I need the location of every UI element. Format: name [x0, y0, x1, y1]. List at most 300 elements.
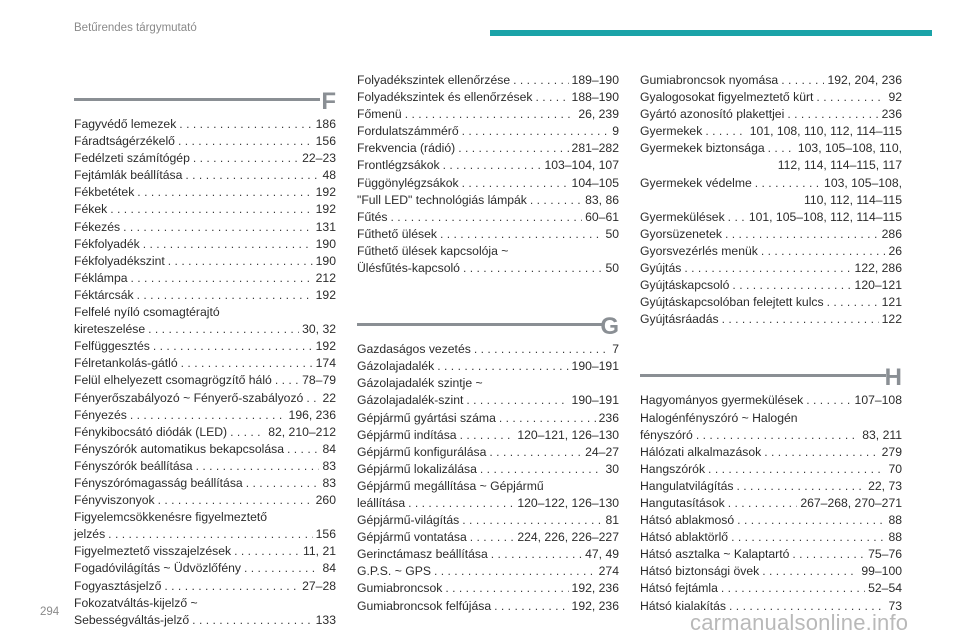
- dot-leader: [722, 311, 879, 328]
- index-entry: [640, 546, 902, 563]
- index-entry: [74, 150, 336, 167]
- dot-leader: [489, 444, 582, 461]
- dot-leader: [721, 580, 865, 597]
- index-entry: [74, 116, 336, 133]
- index-entry-pages: 60–61: [585, 209, 619, 224]
- index-entry: [74, 184, 336, 201]
- index-entry-term: Főmenü: [357, 107, 402, 122]
- dot-leader: [816, 89, 885, 106]
- dot-leader: [792, 546, 865, 563]
- index-entry-term: Fényszórók beállítása: [74, 458, 193, 473]
- index-entry-pages: 120–122, 126–130: [517, 495, 619, 510]
- index-entry-term: Fordulatszámmérő: [357, 124, 459, 139]
- index-entry-term: Gumiabroncsok: [357, 581, 443, 596]
- index-entry: [640, 478, 902, 495]
- dot-leader: [480, 461, 603, 478]
- index-entry-pages: 236: [881, 107, 902, 122]
- index-entry: [640, 512, 902, 529]
- index-entry: [74, 304, 336, 338]
- index-entry-term: Fagyvédő lemezek: [74, 117, 177, 131]
- index-entry: [357, 512, 619, 529]
- dot-leader: [462, 123, 610, 140]
- index-entry: [74, 424, 336, 441]
- dot-leader: [708, 461, 885, 478]
- index-entry-term: Féktárcsák: [74, 287, 134, 302]
- dot-leader: [137, 184, 312, 201]
- index-entry-pages: 47, 49: [585, 547, 619, 562]
- dot-leader: [513, 72, 568, 89]
- index-entry: [640, 392, 902, 409]
- dot-leader: [440, 226, 602, 243]
- index-entry-pages: 186: [315, 117, 336, 131]
- index-entry: [640, 106, 902, 123]
- index-entry-term: Fényezés: [74, 407, 127, 422]
- index-entry-pages: 88: [888, 530, 902, 545]
- index-entry: [640, 410, 902, 444]
- dot-leader: [179, 116, 312, 133]
- index-entry-pages: 156: [315, 134, 336, 149]
- dot-leader: [684, 260, 851, 277]
- index-entry-pages: 48: [322, 168, 336, 183]
- index-entry-pages: 107–108: [854, 393, 902, 408]
- index-entry-term: Fogadóvilágítás ~ Üdvözlőfény: [74, 561, 242, 576]
- index-entry: [74, 560, 336, 577]
- index-entry-pages: 81: [605, 513, 619, 528]
- index-entry-pages: 83: [322, 458, 336, 473]
- index-entry: [74, 355, 336, 372]
- index-entry: [357, 106, 619, 123]
- index-entry-pages: 104–105: [571, 175, 619, 190]
- dot-leader: [287, 441, 319, 458]
- index-entry: [74, 390, 336, 407]
- index-column-3: [640, 72, 902, 615]
- index-entry-term: Figyelmeztető visszajelzések: [74, 544, 232, 559]
- index-entry-term: Fényszórómagasság beállítása: [74, 475, 243, 490]
- index-entry: [357, 478, 619, 512]
- index-entry-term: Gumiabroncsok felfújása: [357, 598, 492, 613]
- dot-leader: [491, 546, 582, 563]
- index-entry-term: Gázolajadalék: [357, 359, 435, 374]
- index-entry: [357, 157, 619, 174]
- index-entry: [640, 311, 902, 328]
- section-spacer: [357, 277, 619, 295]
- index-entry-pages: 279: [881, 444, 902, 459]
- page-number: 294: [40, 606, 60, 618]
- index-entry-term: Sebességváltás-jelző: [74, 612, 190, 627]
- index-entry-text-line: Felfelé nyíló csomagtérajtó: [74, 305, 220, 320]
- index-entry-pages: 120–121, 126–130: [517, 427, 619, 442]
- index-entry-text-line: Fokozatváltás-kijelző ~: [74, 595, 198, 610]
- index-entry-term: Frontlégzsákok: [357, 158, 440, 173]
- dot-leader: [437, 358, 568, 375]
- dot-leader: [143, 236, 313, 253]
- dot-leader: [158, 492, 313, 509]
- index-entry: [74, 338, 336, 355]
- dot-leader: [474, 341, 609, 358]
- index-entry-pages: 26, 239: [578, 107, 619, 122]
- header-title: Betűrendes tárgymutató: [74, 22, 197, 34]
- dot-leader: [164, 578, 299, 595]
- index-entry-pages: 82, 210–212: [268, 424, 336, 439]
- index-entry-pages: 83: [322, 475, 336, 490]
- index-entry-pages: 22: [322, 390, 336, 405]
- index-entry-pages: 192, 204, 236: [827, 73, 902, 87]
- index-entry: [640, 209, 902, 226]
- index-entry: [357, 140, 619, 157]
- dot-leader: [123, 219, 313, 236]
- index-entry-pages: 30: [605, 461, 619, 476]
- index-entry: [640, 461, 902, 478]
- dot-leader: [445, 580, 568, 597]
- dot-leader: [460, 427, 515, 444]
- index-entry-term: Hangszórók: [640, 461, 706, 476]
- index-entry-pages: 192, 236: [571, 581, 619, 596]
- index-entry-term: Hátsó ablakmosó: [640, 513, 735, 528]
- dot-leader: [434, 563, 596, 580]
- dot-leader: [761, 243, 886, 260]
- dot-leader: [137, 287, 313, 304]
- index-entry: [74, 236, 336, 253]
- dot-leader: [148, 321, 299, 338]
- index-entry-term: fényszóró: [640, 427, 693, 442]
- index-entry-term: Felül elhelyezett csomagrögzítő háló: [74, 373, 272, 388]
- dot-leader: [390, 209, 582, 226]
- index-entry-term: Gyorsüzenetek: [640, 226, 722, 241]
- index-entry-pages: 274: [598, 564, 619, 579]
- index-entry: [357, 209, 619, 226]
- index-entry-pages: 131: [315, 219, 336, 234]
- index-entry-term: Fényerőszabályozó ~ Fényerő-szabályozó: [74, 390, 304, 405]
- index-entry: [74, 543, 336, 560]
- index-entry-term: Gyújtás: [640, 261, 682, 276]
- index-entry-pages: 83, 86: [585, 192, 619, 207]
- index-entry: [640, 495, 902, 512]
- index-entry-pages: 9: [612, 124, 619, 139]
- index-entry-term: Fűthető ülések: [357, 226, 437, 241]
- index-entry-pages: 24–27: [585, 444, 619, 459]
- dot-leader: [827, 294, 879, 311]
- index-entry: [357, 461, 619, 478]
- index-entry-pages: 22, 73: [868, 478, 902, 493]
- index-entry: [640, 277, 902, 294]
- index-entry-pages: 103–104, 107: [544, 158, 619, 173]
- index-entry: [74, 595, 336, 629]
- section-spacer: [640, 328, 902, 346]
- dot-leader: [725, 226, 879, 243]
- index-entry: [74, 509, 336, 543]
- section-divider: [640, 374, 886, 377]
- dot-leader: [806, 392, 851, 409]
- index-entry: [74, 441, 336, 458]
- index-entry-pages: 281–282: [571, 141, 619, 156]
- index-entry: [640, 444, 902, 461]
- index-entry: [640, 260, 902, 277]
- index-entry-pages: 189–190: [571, 73, 619, 87]
- index-entry-pages-continued: 110, 112, 114–115: [803, 192, 902, 207]
- dot-leader: [731, 529, 885, 546]
- index-entry-term: Hangutasítások: [640, 495, 725, 510]
- index-entry-term: Fényviszonyok: [74, 493, 155, 508]
- index-entry-pages: 286: [881, 226, 902, 241]
- index-entry-pages: 50: [605, 261, 619, 276]
- index-entry: [74, 578, 336, 595]
- index-entry-pages: 192, 236: [571, 598, 619, 613]
- index-entry: [74, 475, 336, 492]
- index-entry-pages: 103, 105–108,: [824, 175, 902, 190]
- dot-leader: [732, 277, 851, 294]
- index-entry-pages: 52–54: [868, 581, 902, 596]
- index-entry-pages: 92: [888, 90, 902, 105]
- dot-leader: [737, 478, 866, 495]
- index-entry-pages: 83, 211: [862, 427, 902, 442]
- index-entry-pages: 224, 226, 226–227: [517, 530, 619, 545]
- index-entry: [357, 72, 619, 89]
- index-entry-pages: 156: [315, 527, 336, 542]
- dot-leader: [762, 563, 858, 580]
- index-entry-term: Fejtámlák beállítása: [74, 168, 183, 183]
- index-entry-term: Fékfolyadékszint: [74, 253, 165, 268]
- index-entry-pages: 190–191: [571, 359, 619, 374]
- index-entry-pages: 122, 286: [854, 261, 902, 276]
- index-entry-pages: 101, 108, 110, 112, 114–115: [749, 124, 902, 139]
- index-entry-pages: 192: [315, 339, 336, 354]
- index-entry: [74, 167, 336, 184]
- index-entry-term: Fogyasztásjelző: [74, 578, 162, 593]
- index-entry-term: Fűtés: [357, 209, 388, 224]
- index-entry: [357, 192, 619, 209]
- index-entry-pages: 212: [315, 270, 336, 285]
- index-entry: [640, 580, 902, 597]
- index-entry-term: Fékbetétek: [74, 185, 135, 200]
- dot-leader: [153, 338, 313, 355]
- index-entry-term: Gyártó azonosító plakettjei: [640, 107, 785, 122]
- index-entry: [357, 410, 619, 427]
- section-header: [357, 295, 619, 341]
- index-entry: [357, 341, 619, 358]
- index-entry-pages: 120–121: [854, 278, 902, 293]
- index-entry-pages: 88: [888, 513, 902, 528]
- index-entry: [74, 270, 336, 287]
- index-entry-term: Gyorsvezérlés menük: [640, 243, 758, 258]
- dot-leader: [458, 140, 568, 157]
- index-entry-pages: 84: [322, 441, 336, 456]
- section-header: [74, 70, 336, 115]
- index-entry: [74, 201, 336, 218]
- index-entry-pages: 30, 32: [302, 322, 336, 337]
- index-entry-pages: 188–190: [571, 90, 619, 105]
- dot-leader: [768, 140, 795, 157]
- dot-leader: [244, 560, 319, 577]
- index-entry-pages: 11, 21: [303, 544, 336, 559]
- index-entry-term: Gumiabroncsok nyomása: [640, 73, 779, 87]
- index-entry-term: Fényszórók automatikus bekapcsolása: [74, 441, 285, 456]
- index-entry-term: Fedélzeti számítógép: [74, 151, 190, 166]
- dot-leader: [787, 106, 878, 123]
- index-entry: [357, 358, 619, 375]
- index-entry-term: Hátsó kialakítás: [640, 598, 727, 613]
- index-entry: [74, 253, 336, 270]
- index-entry: [74, 492, 336, 509]
- index-entry-term: Gyalogosokat figyelmeztető kürt: [640, 90, 814, 105]
- index-entry-text-line: Halogénfényszóró ~ Halogén: [640, 410, 798, 425]
- section-letter: F: [321, 87, 336, 115]
- index-entry: [640, 89, 902, 106]
- dot-leader: [168, 253, 313, 270]
- index-entry: [640, 226, 902, 243]
- section-divider: [357, 323, 603, 326]
- index-entry: [357, 375, 619, 409]
- index-entry-pages: 99–100: [861, 564, 902, 579]
- index-entry-pages: 22–23: [302, 151, 336, 166]
- index-entry-pages: 190: [315, 236, 336, 251]
- index-entry-term: Gazdaságos vezetés: [357, 342, 471, 357]
- index-entry-term: Gyermekülések: [640, 209, 725, 224]
- index-entry-term: Folyadékszintek ellenőrzése: [357, 73, 511, 87]
- index-entry-term: Gépjármű konfigurálása: [357, 444, 487, 459]
- dot-leader: [755, 175, 821, 192]
- dot-leader: [178, 133, 313, 150]
- index-entry-term: Gépjármű gyártási száma: [357, 410, 496, 425]
- index-entry-pages: 190: [315, 253, 336, 268]
- index-entry-pages: 192: [315, 202, 336, 217]
- dot-leader: [696, 427, 859, 444]
- index-entry-term: Hálózati alkalmazások: [640, 444, 762, 459]
- dot-leader: [535, 89, 568, 106]
- dot-leader: [462, 175, 569, 192]
- index-entry-term: "Full LED" technológiás lámpák: [357, 192, 527, 207]
- index-entry-pages: 75–76: [868, 547, 902, 562]
- index-entry-text-line: Gázolajadalék szintje ~: [357, 376, 483, 391]
- index-entry: [357, 563, 619, 580]
- dot-leader: [192, 612, 312, 629]
- index-entry-pages: 103, 105–108, 110,: [797, 141, 902, 156]
- index-entry-term: Frekvencia (rádió): [357, 141, 456, 156]
- dot-leader: [728, 209, 746, 226]
- index-entry-term: Gépjármű lokalizálása: [357, 461, 477, 476]
- index-entry-pages: 133: [315, 612, 336, 627]
- index-entry-term: Függönylégzsákok: [357, 175, 459, 190]
- index-entry-term: Gyermekek védelme: [640, 175, 752, 190]
- index-entry-term: jelzés: [74, 527, 106, 542]
- index-entry-term: Gépjármű vontatása: [357, 530, 467, 545]
- dot-leader: [234, 543, 300, 560]
- dot-leader: [110, 201, 312, 218]
- index-entry-term: Ülésfűtés-kapcsoló: [357, 261, 460, 276]
- index-entry-term: Gyújtáskapcsoló: [640, 278, 730, 293]
- index-entry-pages: 70: [888, 461, 902, 476]
- index-entry-pages: 174: [315, 356, 336, 371]
- index-entry-term: Fékfolyadék: [74, 236, 140, 251]
- dot-leader: [494, 598, 568, 615]
- index-entry-term: Felfüggesztés: [74, 339, 150, 354]
- index-entry-pages: 26: [888, 243, 902, 258]
- index-entry-term: Hátsó asztalka ~ Kalaptartó: [640, 547, 790, 562]
- index-entry-term: Gyermekek biztonsága: [640, 141, 765, 156]
- index-entry: [74, 407, 336, 424]
- dot-leader: [499, 410, 596, 427]
- index-entry-term: Gyermekek: [640, 124, 703, 139]
- section-divider: [74, 98, 320, 101]
- section-letter: H: [884, 364, 902, 392]
- index-entry-term: G.P.S. ~ GPS: [357, 564, 431, 579]
- index-entry: [640, 529, 902, 546]
- index-entry-pages: 78–79: [302, 373, 336, 388]
- index-entry: [357, 546, 619, 563]
- dot-leader: [462, 512, 602, 529]
- index-entry-pages: 121: [881, 295, 902, 310]
- index-entry-term: Hangulatvilágítás: [640, 478, 734, 493]
- index-entry-pages: 260: [315, 493, 336, 508]
- index-entry-pages: 101, 105–108, 112, 114–115: [748, 209, 902, 224]
- index-entry-pages: 84: [322, 561, 336, 576]
- index-entry-term: Fékezés: [74, 219, 121, 234]
- index-entry-term: leállítása: [357, 495, 406, 510]
- index-entry-term: Gyújtásráadás: [640, 312, 719, 327]
- index-entry-pages: 196, 236: [288, 407, 336, 422]
- index-entry: [640, 175, 902, 209]
- index-entry-term: Félretankolás-gátló: [74, 356, 178, 371]
- index-entry: [357, 226, 619, 243]
- dot-leader: [764, 444, 878, 461]
- index-entry: [357, 529, 619, 546]
- index-entry-term: Gépjármű-világítás: [357, 513, 460, 528]
- index-entry: [74, 287, 336, 304]
- dot-leader: [470, 529, 515, 546]
- index-entry: [357, 175, 619, 192]
- index-entry-term: Hagyományos gyermekülések: [640, 393, 804, 408]
- index-entry: [357, 427, 619, 444]
- index-column-2: [357, 72, 619, 615]
- index-entry: [640, 72, 902, 89]
- index-entry-term: Fékek: [74, 202, 108, 217]
- index-entry-term: Folyadékszintek és ellenőrzések: [357, 90, 533, 105]
- index-entry: [74, 133, 336, 150]
- index-entry-text-line: Gépjármű megállítása ~ Gépjármű: [357, 478, 544, 493]
- index-entry-pages: 7: [612, 342, 619, 357]
- index-entry: [357, 580, 619, 597]
- dot-leader: [181, 355, 313, 372]
- index-entry-pages: 27–28: [302, 578, 336, 593]
- index-entry: [640, 563, 902, 580]
- dot-leader: [130, 407, 286, 424]
- index-entry-pages: 190–191: [571, 393, 619, 408]
- dot-leader: [306, 390, 319, 407]
- index-entry: [640, 123, 902, 140]
- index-entry-pages: 267–268, 270–271: [800, 495, 902, 510]
- section-letter: G: [600, 313, 619, 341]
- index-entry: [640, 294, 902, 311]
- index-entry-term: Fáradtságérzékelő: [74, 134, 175, 149]
- index-entry-pages: 122: [881, 312, 902, 327]
- dot-leader: [466, 392, 568, 409]
- dot-leader: [781, 72, 824, 89]
- index-entry-term: kireteszelése: [74, 322, 146, 337]
- index-entry: [640, 243, 902, 260]
- index-entry-pages: 192: [315, 185, 336, 200]
- index-entry-term: Hátsó fejtámla: [640, 581, 718, 596]
- dot-leader: [246, 475, 320, 492]
- index-entry: [74, 219, 336, 236]
- dot-leader: [530, 192, 582, 209]
- index-entry-text-line: Figyelemcsökkenésre figyelmeztető: [74, 510, 268, 525]
- index-entry-term: Gépjármű indítása: [357, 427, 457, 442]
- dot-leader: [405, 106, 576, 123]
- dot-leader: [196, 458, 320, 475]
- dot-leader: [728, 495, 798, 512]
- index-entry: [357, 89, 619, 106]
- index-entry: [357, 243, 619, 277]
- index-entry: [74, 458, 336, 475]
